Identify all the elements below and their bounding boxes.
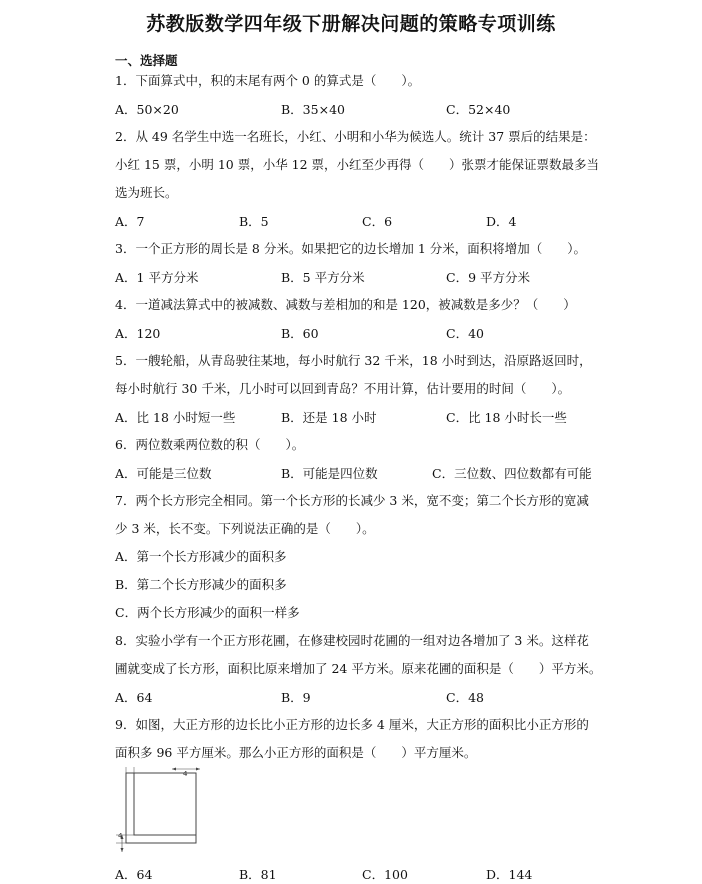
q2-option-d: D．4 (486, 214, 517, 229)
question-2-line-2: 小红 15 票，小明 10 票，小华 12 票，小红至少再得（ ）张票才能保证票数最多当 (115, 157, 600, 172)
q8-option-b: B．9 (281, 690, 311, 705)
question-8-line-1: 8．实验小学有一个正方形花圃，在修建校园时花圃的一组对边各增加了 3 米。这样花 (115, 633, 589, 648)
question-2-line-1: 2．从 49 名学生中选一名班长，小红、小明和小华为候选人。统计 37 票后的结果是： (115, 129, 596, 144)
large-square (126, 773, 196, 843)
q7-option-b: B．第二个长方形减少的面积多 (115, 577, 287, 592)
section-heading: 一、选择题 (115, 53, 178, 68)
question-3-line-1: 3．一个正方形的周长是 8 分米。如果把它的边长增加 1 分米，面积将增加（ ）。 (115, 241, 587, 256)
page-title: 苏教版数学四年级下册解决问题的策略专项训练 (146, 13, 556, 35)
q9-option-a: A．64 (115, 867, 153, 882)
q9-option-d: D．144 (486, 867, 533, 882)
small-square (134, 773, 196, 835)
q7-option-a: A．第一个长方形减少的面积多 (115, 549, 287, 564)
question-9-line-2: 面积多 96 平方厘米。那么小正方形的面积是（ ）平方厘米。 (115, 745, 477, 760)
q4-option-b: B．60 (281, 326, 319, 341)
q6-option-b: B．可能是四位数 (281, 466, 378, 481)
q6-option-a: A．可能是三位数 (115, 466, 212, 481)
q5-option-c: C．比 18 小时长一些 (446, 410, 567, 425)
question-2-line-3: 选为班长。 (115, 185, 178, 200)
question-9-line-1: 9．如图，大正方形的边长比小正方形的边长多 4 厘米，大正方形的面积比小正方形的 (115, 717, 589, 732)
q6-option-c: C．三位数、四位数都有可能 (432, 466, 592, 481)
q3-option-c: C．9 平方分米 (446, 270, 530, 285)
q4-option-a: A．120 (115, 326, 161, 341)
q1-option-c: C．52×40 (446, 102, 511, 117)
q2-option-c: C．6 (362, 214, 393, 229)
squares-figure (110, 766, 210, 866)
q8-option-a: A．64 (115, 690, 153, 705)
q5-option-a: A．比 18 小时短一些 (115, 410, 236, 425)
q5-option-b: B．还是 18 小时 (281, 410, 377, 425)
q8-option-c: C．48 (446, 690, 484, 705)
left-dimension-label: 4 (118, 832, 123, 840)
question-1-line-1: 1．下面算式中，积的末尾有两个 0 的算式是（ ）。 (115, 73, 421, 88)
q4-option-c: C．40 (446, 326, 484, 341)
q9-option-b: B．81 (239, 867, 277, 882)
q2-option-a: A．7 (115, 214, 145, 229)
q1-option-a: A．50×20 (115, 102, 179, 117)
question-4-line-1: 4．一道减法算式中的被减数、减数与差相加的和是 120，被减数是多少？（ ） (115, 297, 576, 312)
question-6-line-1: 6．两位数乘两位数的积（ ）。 (115, 437, 305, 452)
q3-option-b: B．5 平方分米 (281, 270, 365, 285)
q1-option-b: B．35×40 (281, 102, 345, 117)
question-7-line-1: 7．两个长方形完全相同。第一个长方形的长减少 3 米，宽不变；第二个长方形的宽减 (115, 493, 589, 508)
question-5-line-1: 5．一艘轮船，从青岛驶往某地，每小时航行 32 千米，18 小时到达，沿原路返回时， (115, 353, 592, 368)
question-5-line-2: 每小时航行 30 千米，几小时可以回到青岛？不用计算，估计要用的时间（ ）。 (115, 381, 571, 396)
q7-option-c: C．两个长方形减少的面积一样多 (115, 605, 300, 620)
q2-option-b: B．5 (239, 214, 269, 229)
top-dimension-label: 4 (183, 770, 188, 778)
q3-option-a: A．1 平方分米 (115, 270, 199, 285)
question-8-line-2: 圃就变成了长方形，面积比原来增加了 24 平方米。原来花圃的面积是（ ）平方米。 (115, 661, 602, 676)
q9-option-c: C．100 (362, 867, 408, 882)
question-7-line-2: 少 3 米，长不变。下列说法正确的是（ ）。 (115, 521, 375, 536)
